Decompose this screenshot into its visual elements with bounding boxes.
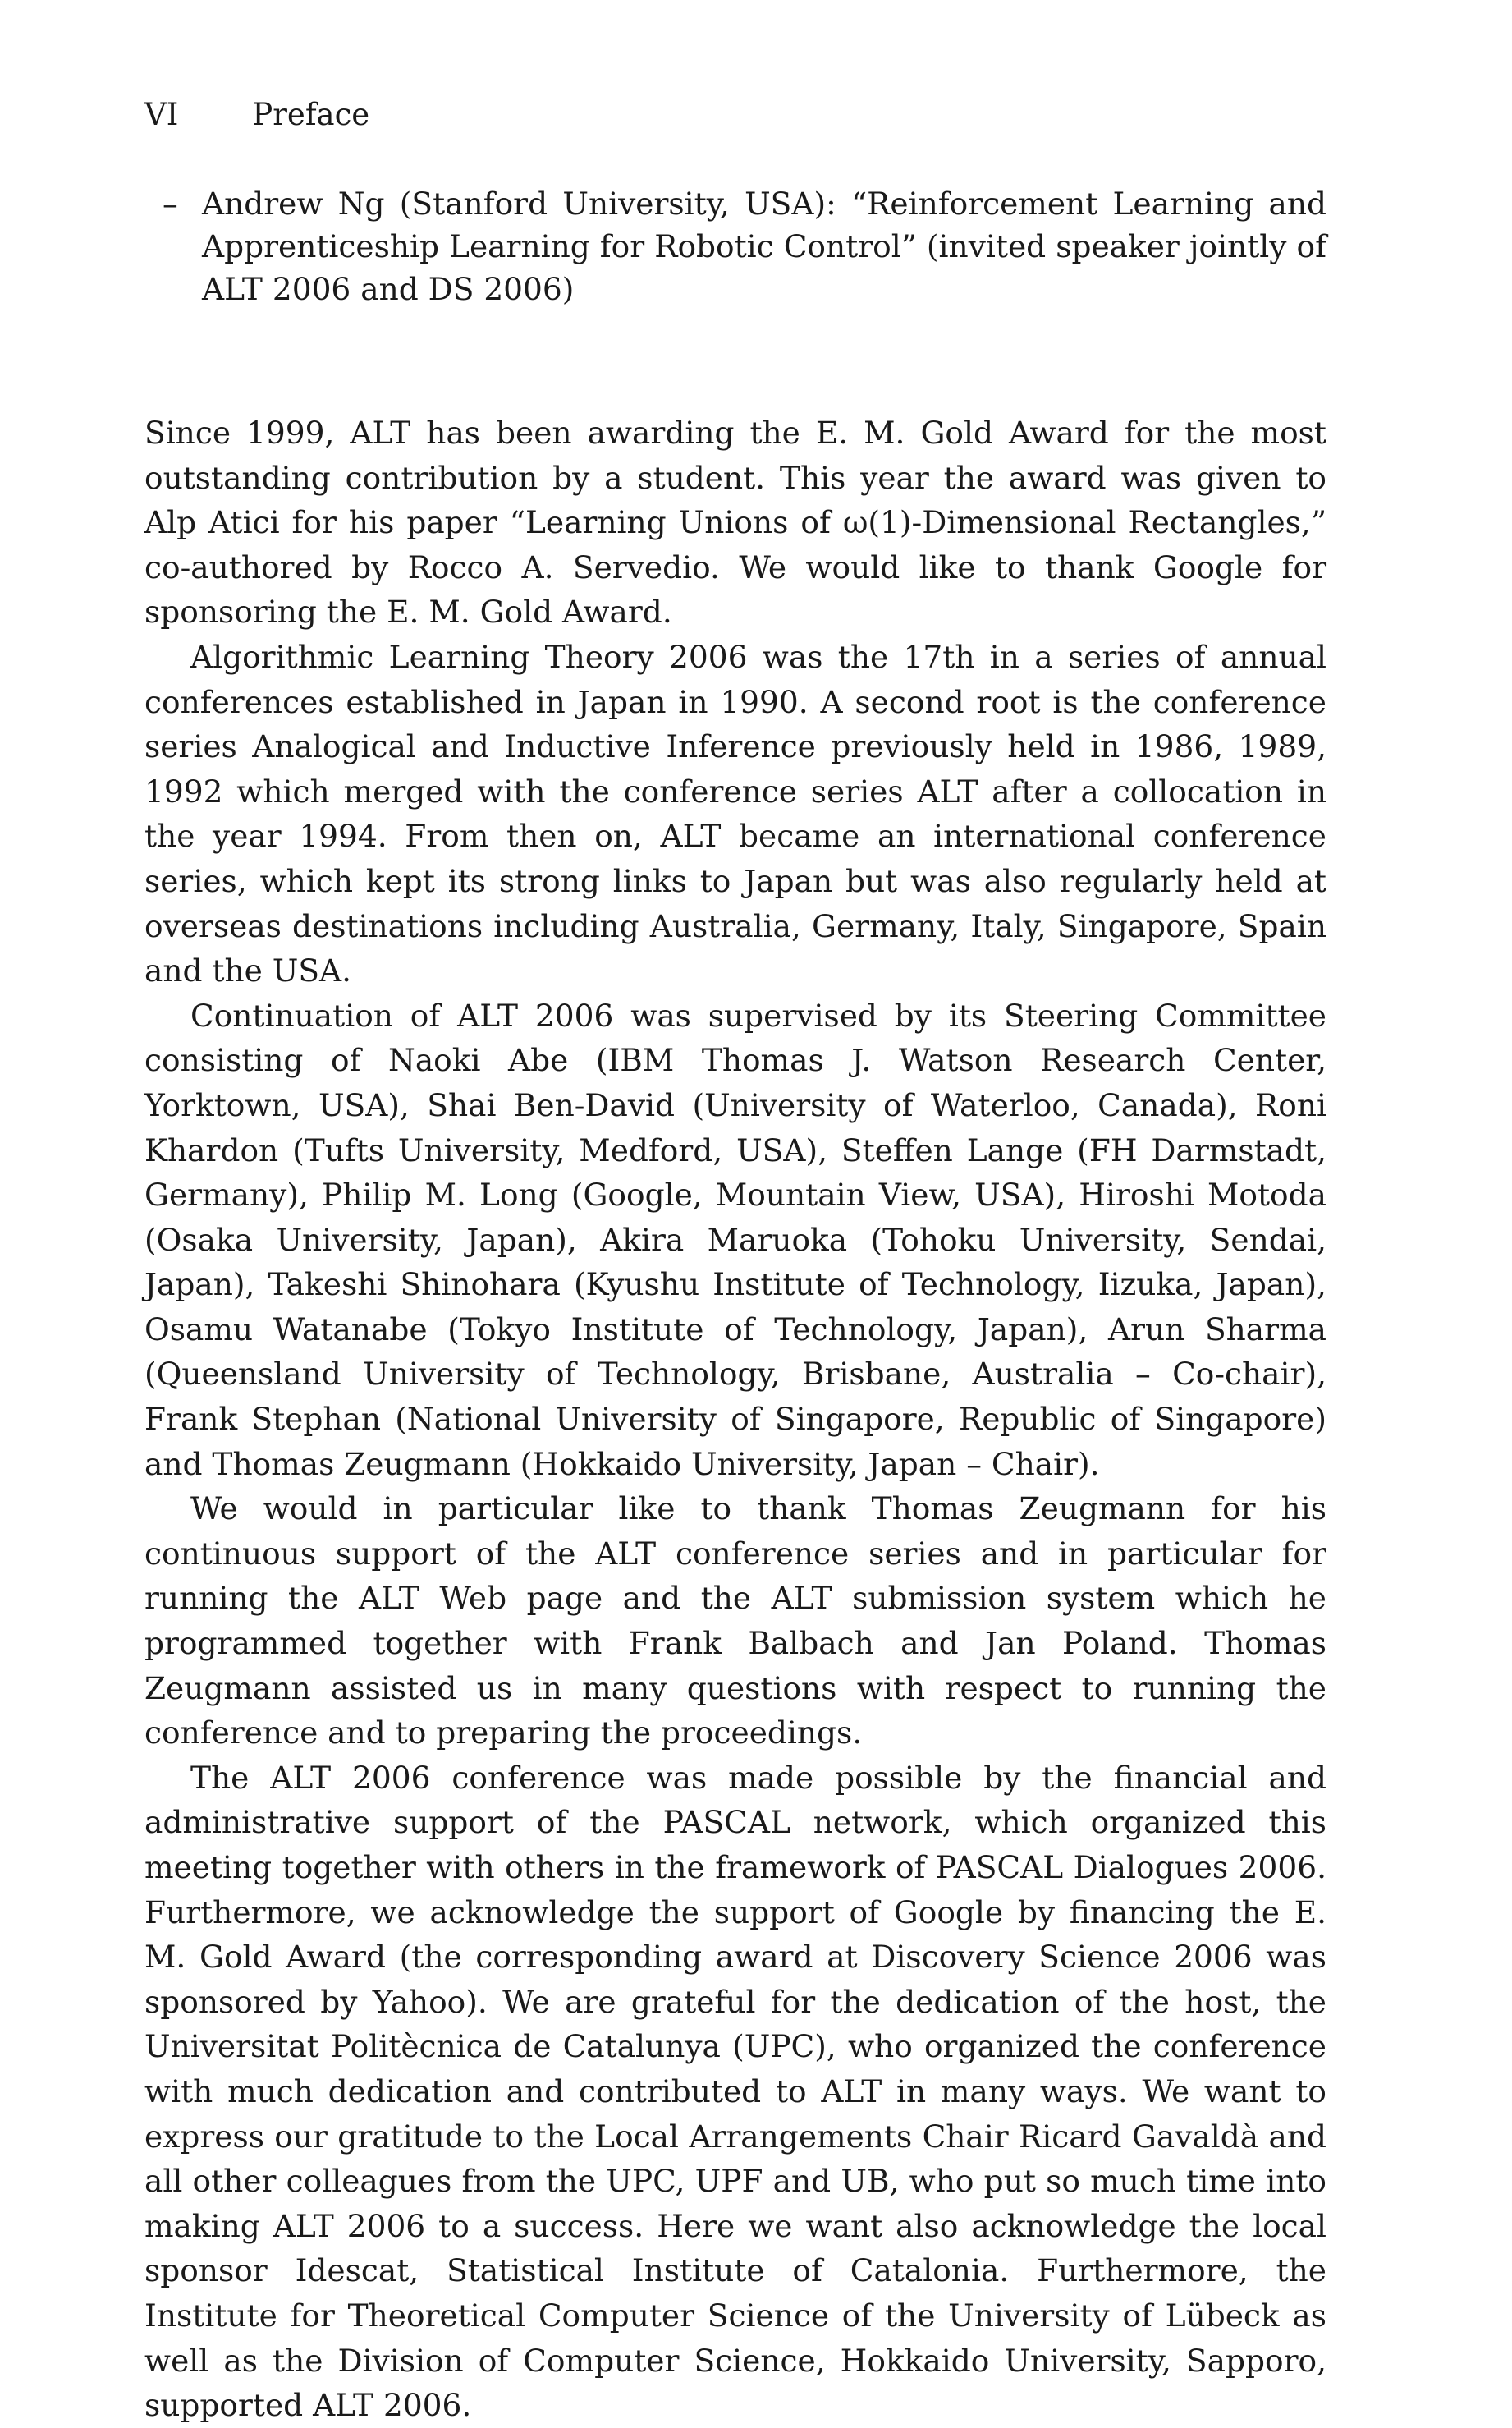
invited-speaker-item: [144, 182, 1326, 310]
paragraph-support: The ALT 2006 conference was made possible by the financial and administrative support of the PASCAL network, which organized this meeting together with others in the framework of PASCAL Dialogues 2006. Furthermore, we acknowledge the support of Google by financing the E. M. Gold Award (the corresponding award at Discovery Science 2006 was sponsored by Yahoo). We are grateful for the dedication of the host, the Universitat Politècnica de Catalunya (UPC), who organized the conference with much dedication and contributed to ALT in many ways. We want to express our gratitude to the Local Arrangements Chair Ricard Gavaldà and all other colleagues from the UPC, UPF and UB, who put so much time into making ALT 2006 to a success. Here we want also acknowledge the local sponsor Idescat, Statistical Institute of Catalonia. Furthermore, the Institute for Theoretical Computer Science of the University of Lübeck as well as the Division of Computer Science, Hokkaido University, Sapporo, supported ALT 2006.: [144, 1759, 1326, 2424]
running-title: Preface: [252, 97, 370, 132]
page-number: VI: [144, 97, 179, 132]
page-body: [144, 182, 1326, 2428]
invited-speaker-text: Andrew Ng (Stanford University, USA): “Reinforcement Learning and Apprenticeship Learning for Robotic Control” (invited speaker jointly of ALT 2006 and DS 2006): [202, 186, 1326, 307]
paragraph-steering-committee: Continuation of ALT 2006 was supervised by its Steering Committee consisting of Naoki Abe (IBM Thomas J. Watson Research Center, Yorktown, USA), Shai Ben-David (University of Waterloo, Canada), Roni Khardon (Tufts University, Medford, USA), Steffen Lange (FH Darmstadt, Germany), Philip M. Long (Google, Mountain View, USA), Hiroshi Motoda (Osaka University, Japan), Akira Maruoka (Tohoku University, Sendai, Japan), Takeshi Shinohara (Kyushu Institute of Technology, Iizuka, Japan), Osamu Watanabe (Tokyo Institute of Technology, Japan), Arun Sharma (Queensland University of Technology, Brisbane, Australia – Co-chair), Frank Stephan (National University of Singapore, Republic of Singapore) and Thomas Zeugmann (Hokkaido University, Japan – Chair).: [144, 997, 1326, 1482]
list-dash: –: [163, 186, 178, 222]
paragraph-thanks-zeugmann: We would in particular like to thank Thomas Zeugmann for his continuous support of the ALT conference series and in particular for running the ALT Web page and the ALT submission system which he programmed together with Frank Balbach and Jan Poland. Thomas Zeugmann assisted us in many questions with respect to running the conference and to preparing the proceedings.: [144, 1490, 1326, 1751]
paragraph-conference-history: Algorithmic Learning Theory 2006 was the 17th in a series of annual conferences established in Japan in 1990. A second root is the conference series Analogical and Inductive Inference previously held in 1986, 1989, 1992 which merged with the conference series ALT after a collocation in the year 1994. From then on, ALT became an international conference series, which kept its strong links to Japan but was also regularly held at overseas destinations including Australia, Germany, Italy, Singapore, Spain and the USA.: [144, 638, 1326, 989]
paragraph-gold-award: Since 1999, ALT has been awarding the E. M. Gold Award for the most outstanding contribution by a student. This year the award was given to Alp Atici for his paper “Learning Unions of ω(1)-Dimensional Rectangles,” co-authored by Rocco A. Servedio. We would like to thank Google for sponsoring the E. M. Gold Award.: [144, 415, 1326, 631]
page-header: [144, 97, 369, 132]
paragraphs: [144, 411, 1326, 2428]
